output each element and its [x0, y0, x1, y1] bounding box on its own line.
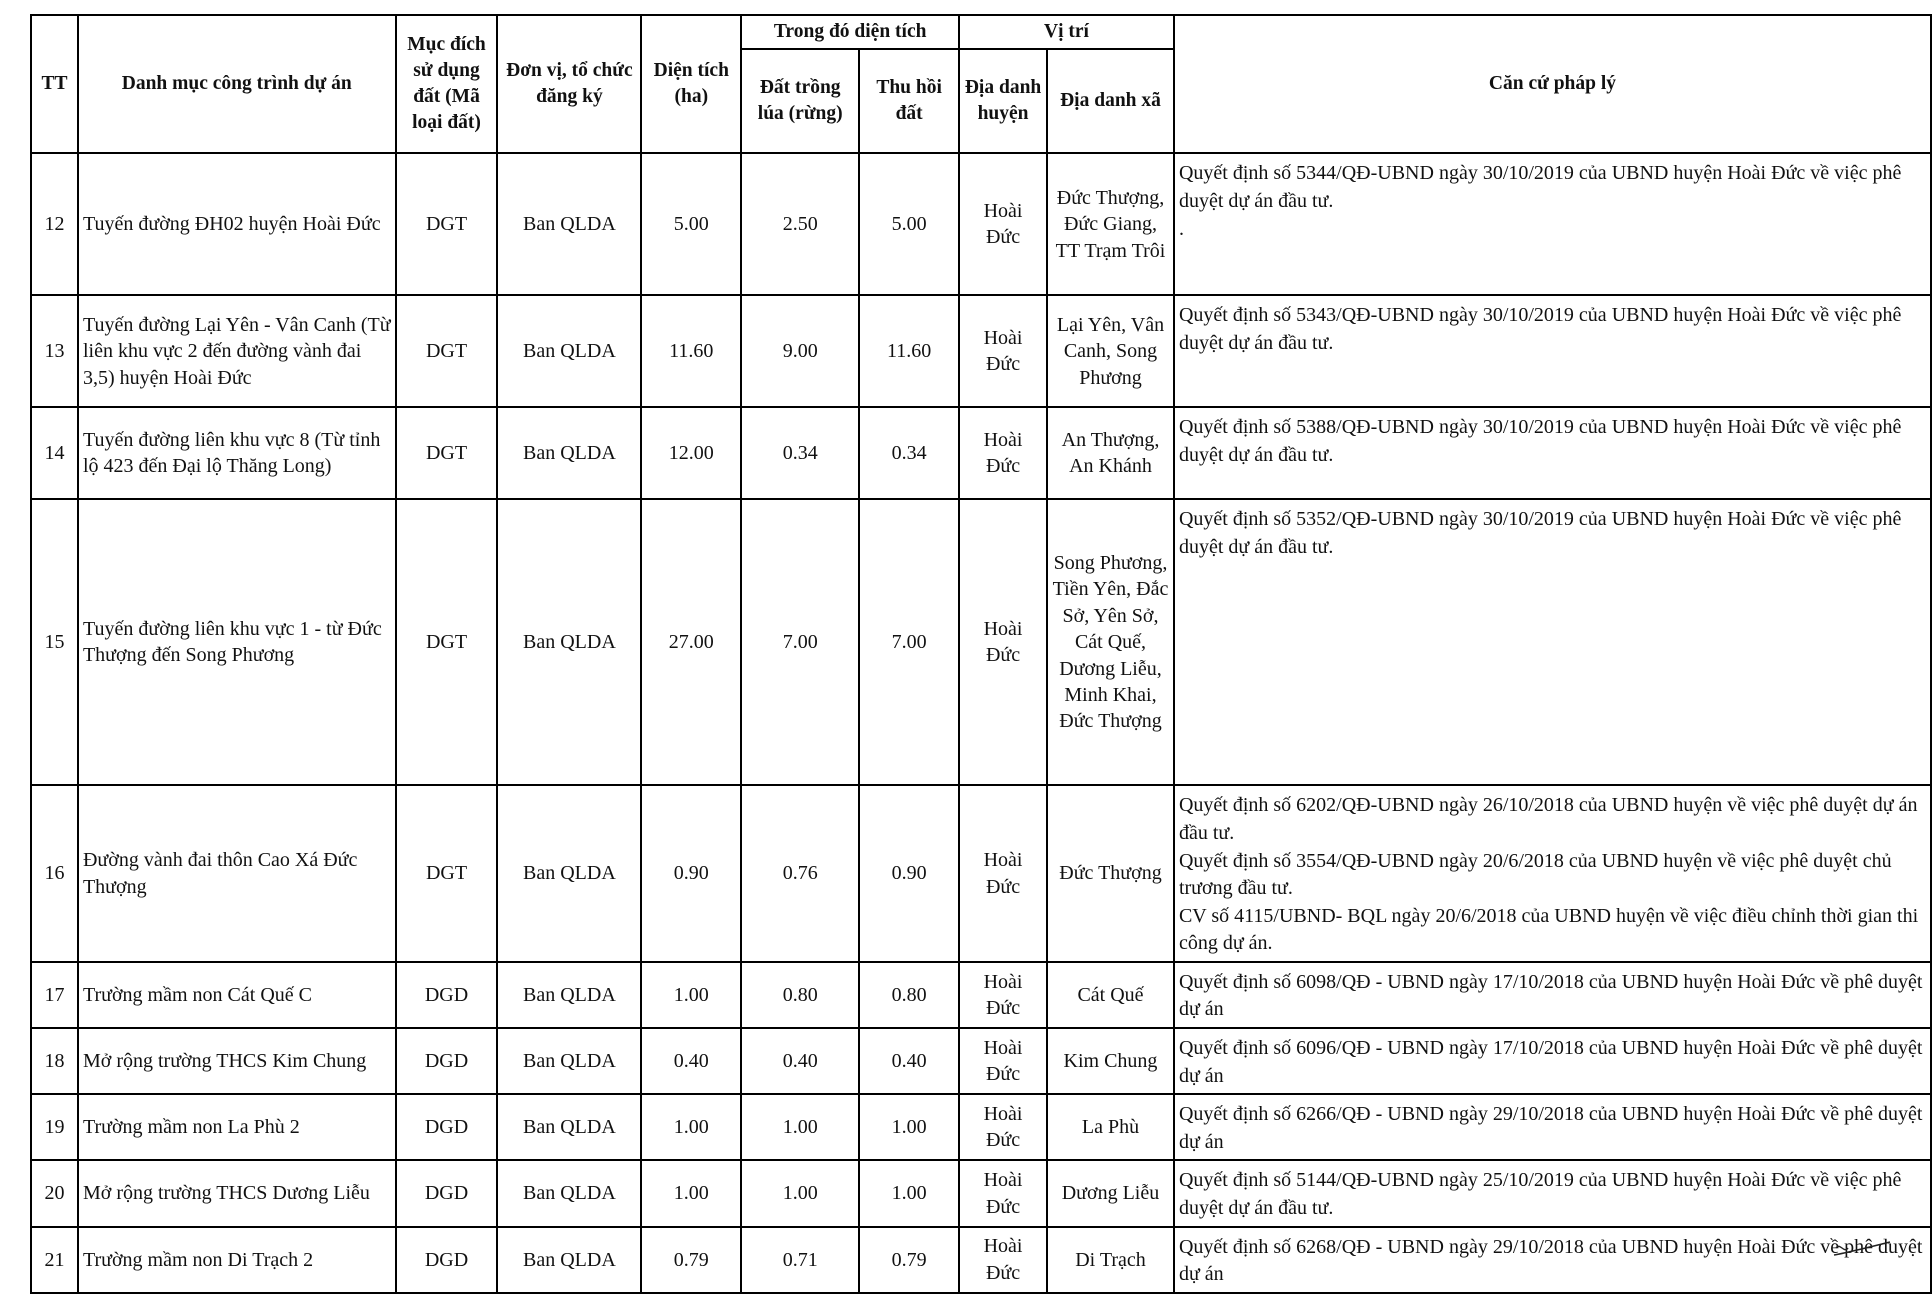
district-name: Hoài Đức [959, 962, 1047, 1028]
land-use-code: DGD [396, 1028, 498, 1094]
land-use-code: DGD [396, 1227, 498, 1293]
district-name: Hoài Đức [959, 295, 1047, 407]
area-value: 0.90 [641, 785, 741, 962]
row-number: 17 [31, 962, 78, 1028]
recovered-land-area: 5.00 [859, 153, 959, 295]
header-area: Diện tích (ha) [641, 15, 741, 153]
rice-land-area: 0.71 [741, 1227, 859, 1293]
legal-basis [1174, 1094, 1931, 1160]
commune-names: Di Trạch [1047, 1227, 1174, 1293]
registering-unit: Ban QLDA [497, 1094, 641, 1160]
commune-names: Đức Thượng [1047, 785, 1174, 962]
commune-names: Đức Thượng, Đức Giang, TT Trạm Trôi [1047, 153, 1174, 295]
rice-land-area: 0.80 [741, 962, 859, 1028]
header-location: Vị trí [959, 15, 1174, 49]
area-value: 1.00 [641, 1160, 741, 1226]
legal-basis-line: Quyết định số 6266/QĐ - UBND ngày 29/10/2018 của UBND huyện Hoài Đức về phê duyệt dự án [1178, 1103, 1923, 1153]
district-name: Hoài Đức [959, 153, 1047, 295]
rice-land-area: 1.00 [741, 1094, 859, 1160]
table-row [31, 499, 1931, 785]
header-unit: Đơn vị, tổ chức đăng ký [497, 15, 641, 153]
area-value: 1.00 [641, 1094, 741, 1160]
handwritten-mark-icon [1832, 1240, 1892, 1258]
rice-land-area: 9.00 [741, 295, 859, 407]
project-name: Trường mầm non La Phù 2 [78, 1094, 396, 1160]
table-row [31, 1227, 1931, 1293]
land-use-code: DGT [396, 785, 498, 962]
header-district: Địa danh huyện [959, 49, 1047, 153]
legal-basis [1174, 153, 1931, 295]
commune-names: Cát Quế [1047, 962, 1174, 1028]
district-name: Hoài Đức [959, 785, 1047, 962]
area-value: 5.00 [641, 153, 741, 295]
header-project: Danh mục công trình dự án [78, 15, 396, 153]
legal-basis-line: Quyết định số 5388/QĐ-UBND ngày 30/10/2019 của UBND huyện Hoài Đức về việc phê duyệt dự án đầu tư. [1178, 416, 1902, 466]
recovered-land-area: 0.79 [859, 1227, 959, 1293]
district-name: Hoài Đức [959, 1028, 1047, 1094]
land-use-code: DGD [396, 1094, 498, 1160]
registering-unit: Ban QLDA [497, 1227, 641, 1293]
land-use-code: DGT [396, 499, 498, 785]
project-name: Trường mầm non Cát Quế C [78, 962, 396, 1028]
row-number: 21 [31, 1227, 78, 1293]
registering-unit: Ban QLDA [497, 785, 641, 962]
legal-basis-line: Quyết định số 3554/QĐ-UBND ngày 20/6/2018 của UBND huyện về việc phê duyệt chủ trương đầu tư. [1178, 849, 1892, 900]
district-name: Hoài Đức [959, 1094, 1047, 1160]
recovered-land-area: 0.34 [859, 407, 959, 499]
area-value: 0.79 [641, 1227, 741, 1293]
table-row [31, 295, 1931, 407]
row-number: 18 [31, 1028, 78, 1094]
row-number: 16 [31, 785, 78, 962]
legal-basis [1174, 499, 1931, 785]
table-row [31, 785, 1931, 962]
project-name: Trường mầm non Di Trạch 2 [78, 1227, 396, 1293]
header-rice-land: Đất trồng lúa (rừng) [741, 49, 859, 153]
legal-basis [1174, 785, 1931, 962]
legal-basis-line: CV số 4115/UBND- BQL ngày 20/6/2018 của UBND huyện về việc điều chỉnh thời gian thi công dự án. [1178, 904, 1919, 955]
commune-names: Dương Liễu [1047, 1160, 1174, 1226]
legal-basis [1174, 295, 1931, 407]
area-value: 27.00 [641, 499, 741, 785]
land-use-code: DGT [396, 407, 498, 499]
land-use-project-table [30, 14, 1932, 1294]
legal-basis-line: Quyết định số 5343/QĐ-UBND ngày 30/10/2019 của UBND huyện Hoài Đức về việc phê duyệt dự án đầu tư. [1178, 304, 1902, 354]
registering-unit: Ban QLDA [497, 962, 641, 1028]
legal-basis [1174, 407, 1931, 499]
registering-unit: Ban QLDA [497, 1028, 641, 1094]
table-row [31, 153, 1931, 295]
project-name: Tuyến đường liên khu vực 1 - từ Đức Thượng đến Song Phương [78, 499, 396, 785]
legal-basis-line: Quyết định số 5352/QĐ-UBND ngày 30/10/2019 của UBND huyện Hoài Đức về việc phê duyệt dự án đầu tư. [1178, 508, 1902, 558]
legal-basis-line: Quyết định số 6098/QĐ - UBND ngày 17/10/2018 của UBND huyện Hoài Đức về phê duyệt dự án [1178, 970, 1923, 1021]
registering-unit: Ban QLDA [497, 499, 641, 785]
project-name: Tuyến đường liên khu vực 8 (Từ tỉnh lộ 423 đến Đại lộ Thăng Long) [78, 407, 396, 499]
commune-names: Kim Chung [1047, 1028, 1174, 1094]
legal-basis [1174, 1160, 1931, 1226]
legal-basis [1174, 1227, 1931, 1293]
rice-land-area: 7.00 [741, 499, 859, 785]
area-value: 1.00 [641, 962, 741, 1028]
district-name: Hoài Đức [959, 1160, 1047, 1226]
rice-land-area: 0.76 [741, 785, 859, 962]
rice-land-area: 0.34 [741, 407, 859, 499]
table-header [31, 15, 1931, 153]
district-name: Hoài Đức [959, 407, 1047, 499]
row-number: 13 [31, 295, 78, 407]
project-name: Tuyến đường ĐH02 huyện Hoài Đức [78, 153, 396, 295]
row-number: 12 [31, 153, 78, 295]
recovered-land-area: 11.60 [859, 295, 959, 407]
row-number: 15 [31, 499, 78, 785]
recovered-land-area: 1.00 [859, 1160, 959, 1226]
recovered-land-area: 0.90 [859, 785, 959, 962]
header-legal: Căn cứ pháp lý [1174, 15, 1931, 153]
row-number: 19 [31, 1094, 78, 1160]
rice-land-area: 2.50 [741, 153, 859, 295]
commune-names: La Phù [1047, 1094, 1174, 1160]
registering-unit: Ban QLDA [497, 1160, 641, 1226]
header-in-which: Trong đó diện tích [741, 15, 959, 49]
commune-names: Lại Yên, Vân Canh, Song Phương [1047, 295, 1174, 407]
rice-land-area: 0.40 [741, 1028, 859, 1094]
project-name: Mở rộng trường THCS Kim Chung [78, 1028, 396, 1094]
legal-basis [1174, 962, 1931, 1028]
registering-unit: Ban QLDA [497, 295, 641, 407]
land-use-code: DGT [396, 295, 498, 407]
legal-basis-line: Quyết định số 6202/QĐ-UBND ngày 26/10/2018 của UBND huyện về việc phê duyệt dự án đầu tư. [1178, 794, 1918, 844]
project-name: Đường vành đai thôn Cao Xá Đức Thượng [78, 785, 396, 962]
header-tt: TT [31, 15, 78, 153]
rice-land-area: 1.00 [741, 1160, 859, 1226]
header-recovery: Thu hồi đất [859, 49, 959, 153]
district-name: Hoài Đức [959, 499, 1047, 785]
commune-names: An Thượng, An Khánh [1047, 407, 1174, 499]
legal-basis [1174, 1028, 1931, 1094]
legal-basis-line: . [1178, 217, 1184, 240]
table-row [31, 962, 1931, 1028]
recovered-land-area: 0.40 [859, 1028, 959, 1094]
district-name: Hoài Đức [959, 1227, 1047, 1293]
land-use-code: DGT [396, 153, 498, 295]
row-number: 20 [31, 1160, 78, 1226]
project-name: Mở rộng trường THCS Dương Liễu [78, 1160, 396, 1226]
area-value: 0.40 [641, 1028, 741, 1094]
land-use-code: DGD [396, 962, 498, 1028]
header-purpose: Mục đích sử dụng đất (Mã loại đất) [396, 15, 498, 153]
area-value: 11.60 [641, 295, 741, 407]
registering-unit: Ban QLDA [497, 153, 641, 295]
registering-unit: Ban QLDA [497, 407, 641, 499]
legal-basis-line: Quyết định số 6268/QĐ - UBND ngày 29/10/2018 của UBND huyện Hoài Đức về phê duyệt dự án [1178, 1235, 1923, 1286]
table-row [31, 1028, 1931, 1094]
recovered-land-area: 0.80 [859, 962, 959, 1028]
project-name: Tuyến đường Lại Yên - Vân Canh (Từ liên khu vực 2 đến đường vành đai 3,5) huyện Hoài Đức [78, 295, 396, 407]
row-number: 14 [31, 407, 78, 499]
header-commune: Địa danh xã [1047, 49, 1174, 153]
commune-names: Song Phương, Tiền Yên, Đắc Sở, Yên Sở, Cát Quế, Dương Liễu, Minh Khai, Đức Thượng [1047, 499, 1174, 785]
recovered-land-area: 7.00 [859, 499, 959, 785]
table-row [31, 1160, 1931, 1226]
recovered-land-area: 1.00 [859, 1094, 959, 1160]
land-use-code: DGD [396, 1160, 498, 1226]
table-row [31, 407, 1931, 499]
legal-basis-line: Quyết định số 5344/QĐ-UBND ngày 30/10/2019 của UBND huyện Hoài Đức về việc phê duyệt dự án đầu tư. [1178, 162, 1902, 212]
legal-basis-line: Quyết định số 5144/QĐ-UBND ngày 25/10/2019 của UBND huyện Hoài Đức về việc phê duyệt dự án đầu tư. [1178, 1169, 1902, 1220]
legal-basis-line: Quyết định số 6096/QĐ - UBND ngày 17/10/2018 của UBND huyện Hoài Đức về phê duyệt dự án [1178, 1037, 1923, 1087]
area-value: 12.00 [641, 407, 741, 499]
table-row [31, 1094, 1931, 1160]
table-body [31, 153, 1931, 1293]
